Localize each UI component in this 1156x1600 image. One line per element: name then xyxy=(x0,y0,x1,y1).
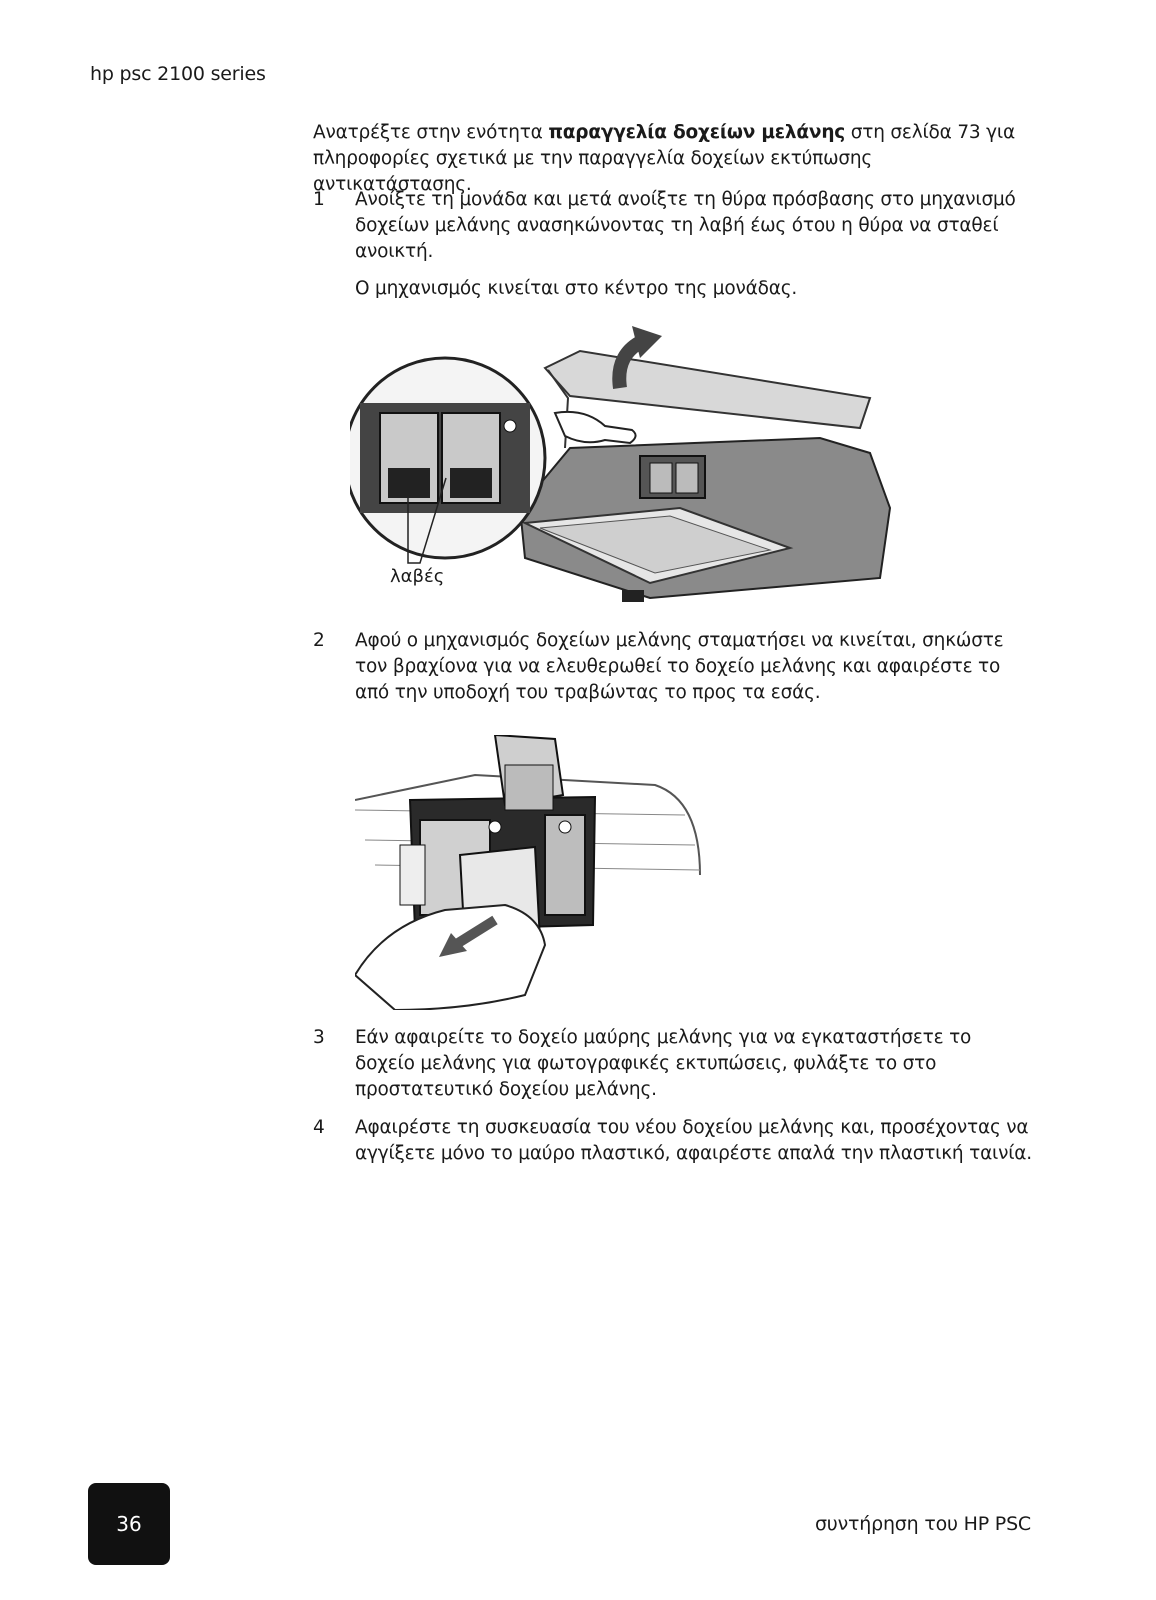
step-3 xyxy=(313,1025,1033,1103)
intro-text-after: στη σελίδα 73 για πληροφορίες σχετικά με την παραγγελία δοχείων εκτύπωσης αντικατάστασης. xyxy=(313,122,1015,195)
step-number: 3 xyxy=(313,1027,325,1048)
intro-link-ordering: παραγγελία δοχείων μελάνης xyxy=(548,122,846,143)
step-1-note: Ο μηχανισμός κινείται στο κέντρο της μονάδας. xyxy=(355,278,798,299)
printer-illustration xyxy=(350,318,910,608)
page-number: 36 xyxy=(116,1512,142,1536)
step-text: Αφού ο μηχανισμός δοχείων μελάνης σταματήσει να κινείται, σηκώστε τον βραχίονα για να ελευθερωθεί το δοχείο μελάνης και αφαιρέστε το από την υποδοχή του τραβώντας το προς τα εσάς. xyxy=(355,630,1004,703)
step-4 xyxy=(313,1115,1033,1167)
step-number: 4 xyxy=(313,1117,325,1138)
intro-text-before: Ανατρέξτε στην ενότητα xyxy=(313,122,549,143)
step-number: 2 xyxy=(313,630,325,651)
step-1 xyxy=(313,187,1033,265)
figure-remove-cartridge xyxy=(355,735,715,1010)
step-text: Εάν αφαιρείτε το δοχείο μαύρης μελάνης για να εγκαταστήσετε το δοχείο μελάνης για φωτογραφικές εκτυπώσεις, φυλάξτε το στο προστατευτικό δοχείου μελάνης. xyxy=(355,1027,972,1100)
step-2 xyxy=(313,628,1033,706)
step-text: Αφαιρέστε τη συσκευασία του νέου δοχείου μελάνης και, προσέχοντας να αγγίξετε μόνο το μαύρο πλαστικό, αφαιρέστε απαλά την πλαστική ταινία. xyxy=(355,1117,1032,1164)
footer-section-title: συντήρηση του HP PSC xyxy=(814,1513,1031,1535)
running-header: hp psc 2100 series xyxy=(90,63,266,85)
figure-open-printer xyxy=(350,318,910,608)
callout-handles: λαβές xyxy=(390,566,445,587)
step-text: Ανοίξτε τη μονάδα και μετά ανοίξτε τη θύρα πρόσβασης στο μηχανισμό δοχείων μελάνης ανασηκώνοντας τη λαβή έως ότου η θύρα να σταθεί ανοικτή. xyxy=(355,189,1016,262)
cartridge-removal-illustration xyxy=(355,735,715,1010)
step-number: 1 xyxy=(313,189,325,210)
page-number-tab xyxy=(88,1483,170,1565)
